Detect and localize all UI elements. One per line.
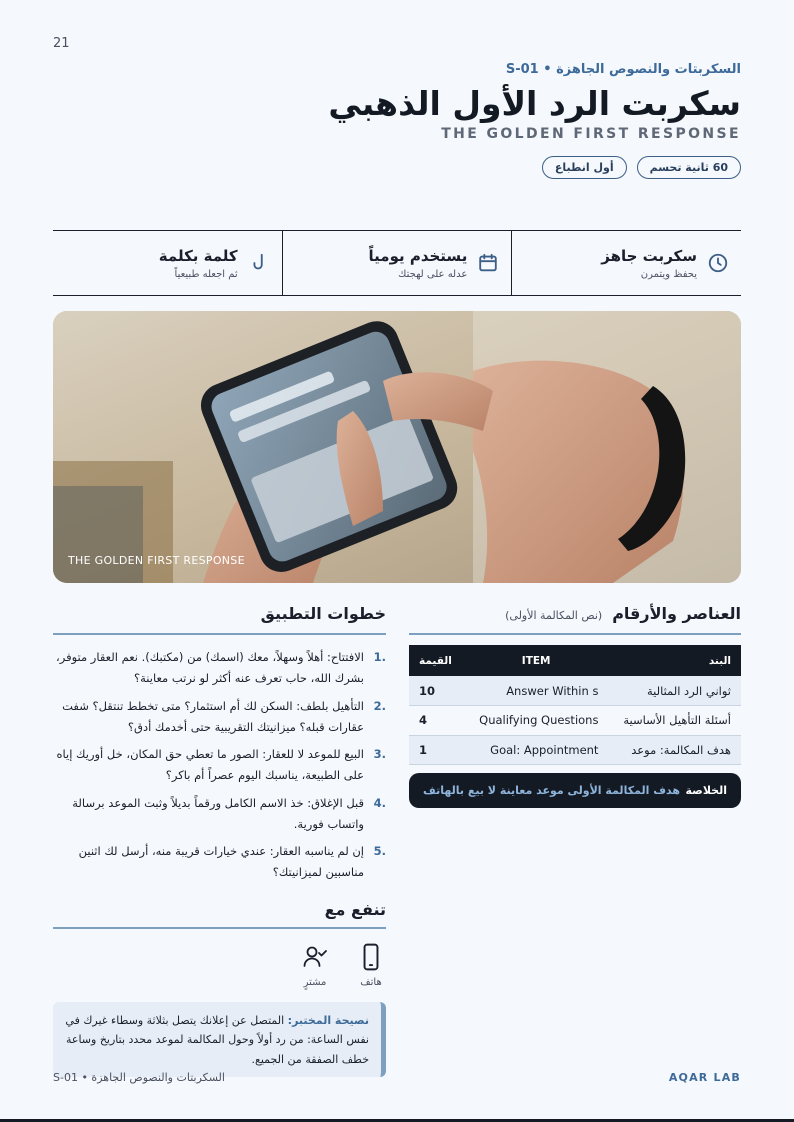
step-text: الافتتاح: أهلاً وسهلاً، معك (اسمك) من (مكتبك). نعم العقار متوفر، بشرك الله، حاب تعرف عنه أكثر لو نرتب معاينة؟	[56, 650, 364, 686]
page-title: سكربت الرد الأول الذهبي	[328, 84, 741, 123]
summary-bar	[409, 773, 741, 808]
column-header-label: البند	[708, 654, 731, 667]
step-text: إن لم يناسبه العقار: عندي خيارات قريبة منه، أرسل لك اثنين مناسبين لميزانيتك؟	[78, 844, 364, 880]
footer-section-label: السكربتات والنصوص الجاهزة • S-01	[53, 1071, 225, 1084]
section-title: تنفع مع	[324, 899, 386, 919]
phone-icon	[358, 943, 384, 971]
section-title: العناصر والأرقام	[612, 604, 741, 623]
page-subtitle: THE GOLDEN FIRST RESPONSE	[441, 126, 741, 143]
useful-label: هاتف	[360, 976, 382, 988]
column-header-item: ITEM	[521, 654, 551, 667]
elements-header	[409, 604, 741, 635]
elements-table	[409, 645, 741, 765]
useful-with-section	[53, 900, 386, 988]
elements-section	[409, 604, 741, 808]
list-item	[53, 647, 386, 690]
tip-label: نصيحة المختبر:	[287, 1014, 369, 1027]
step-text: قبل الإغلاق: خذ الاسم الكامل ورقماً بديلاً وثبت الموعد برسالة واتساب فورية.	[72, 795, 364, 831]
photo-caption: THE GOLDEN FIRST RESPONSE	[68, 554, 245, 567]
feature-subtitle: عدله على لهجتك	[398, 268, 468, 280]
feature-strip	[53, 230, 741, 296]
useful-item-buyer	[300, 943, 330, 988]
feature-title: يستخدم يومياً	[368, 246, 468, 265]
section-title: خطوات التطبيق	[260, 604, 386, 623]
step-number: 5.	[373, 844, 386, 859]
list-item	[53, 744, 386, 787]
table-header-row	[409, 645, 741, 676]
step-text: البيع للموعد لا للعقار: الصور ما تعطي حق المكان، خل أوريك إياه على الطبيعة، يناسبك اليوم عصراً أم باكر؟	[56, 747, 364, 783]
chip-60-seconds: 60 ثانية تحسم	[637, 156, 741, 179]
cell-label: ثواني الرد المثالية	[608, 676, 741, 706]
step-number: 1.	[373, 650, 386, 664]
list-item	[53, 696, 386, 739]
cell-item: Goal: Appointment	[464, 735, 609, 765]
tip-text: المتصل عن إعلانك يتصل بثلاثة وسطاء غيرك في نفس الساعة: من رد أولاً وحول المكالمة لموعد محدد بتاريخ وساعة خطف الصفقة من الجميع.	[65, 1014, 369, 1066]
list-item	[53, 841, 386, 884]
step-number: 4.	[373, 795, 386, 810]
hook-icon	[248, 252, 270, 274]
list-item	[53, 793, 386, 836]
chip-row	[53, 156, 741, 179]
table-row	[409, 735, 741, 765]
useful-header	[53, 900, 386, 929]
feature-title: سكربت جاهز	[601, 246, 697, 265]
step-number: 3.	[373, 747, 386, 762]
useful-label: مشترٍ	[303, 976, 327, 988]
cell-value: 4	[409, 706, 464, 736]
cell-label: هدف المكالمة: موعد	[608, 735, 741, 765]
clock-icon	[707, 252, 729, 274]
hands-holding-phone-image	[53, 311, 741, 583]
cell-value: 1	[409, 735, 464, 765]
step-number: 2.	[373, 698, 386, 713]
feature-subtitle: ثم اجعله طبيعياً	[174, 268, 238, 280]
cell-value: 10	[409, 676, 464, 706]
footer-brand: AQAR LAB	[668, 1071, 741, 1084]
table-row	[409, 676, 741, 706]
summary-text: هدف المكالمة الأولى موعد معاينة لا بيع بالهاتف	[423, 784, 680, 797]
page-header	[53, 62, 741, 179]
section-kicker: السكربتات والنصوص الجاهزة • S-01	[505, 62, 741, 77]
summary-label: الخلاصة	[685, 784, 727, 797]
step-text: التأهيل بلطف: السكن لك أم استثمار؟ متى تخطط تنتقل؟ شفت عقارات قبله؟ ميزانيتك التقريبية حتى أخدمك أدق؟	[62, 698, 364, 734]
calendar-icon	[477, 252, 499, 274]
feature-daily-use	[282, 231, 512, 295]
feature-word-by-word	[53, 231, 282, 295]
cell-item: Qualifying Questions	[464, 706, 609, 736]
steps-section	[53, 604, 386, 988]
useful-items	[53, 943, 386, 988]
steps-header	[53, 604, 386, 635]
chip-first-impression: أول انطباع	[542, 156, 627, 179]
hero-photo	[53, 311, 741, 583]
feature-title: كلمة بكلمة	[158, 246, 238, 265]
lab-tip	[53, 1002, 386, 1077]
useful-item-phone	[356, 943, 386, 988]
feature-subtitle: يحفظ ويتمرن	[640, 268, 697, 280]
section-note: (نص المكالمة الأولى)	[505, 609, 603, 622]
page-number: 21	[53, 36, 70, 51]
cell-item: Answer Within s	[464, 676, 609, 706]
column-header-value: القيمة	[419, 654, 452, 667]
buyer-icon	[302, 943, 328, 971]
steps-list	[53, 647, 386, 884]
cell-label: أسئلة التأهيل الأساسية	[608, 706, 741, 736]
feature-ready-script	[511, 231, 741, 295]
table-row	[409, 706, 741, 736]
